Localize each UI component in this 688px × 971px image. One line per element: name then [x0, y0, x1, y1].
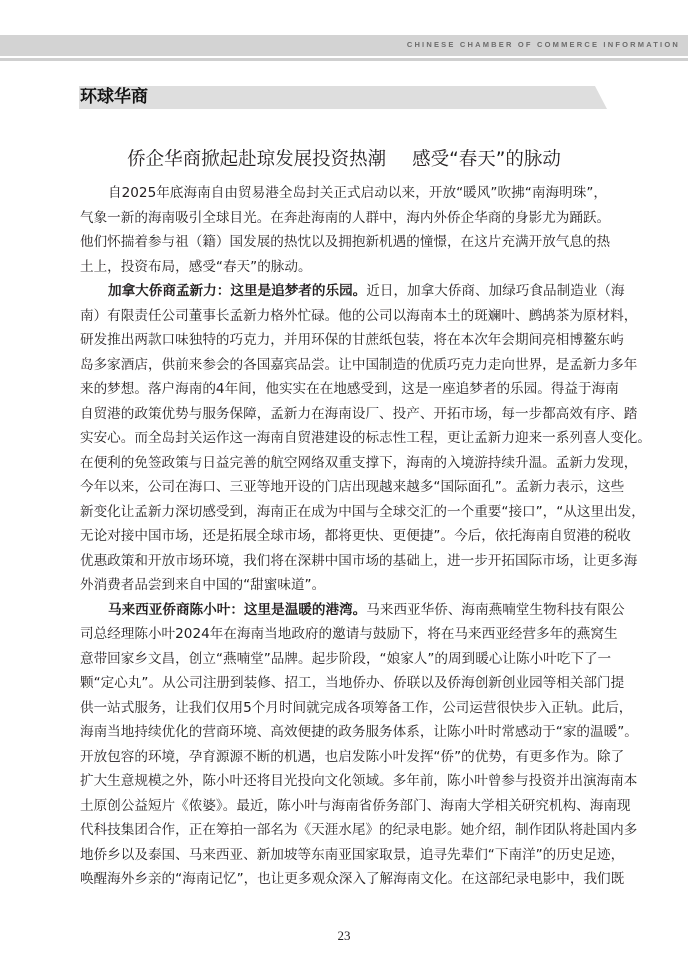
line-text: 外消费者品尝到来自中国的“甜蜜味道”。 — [80, 577, 326, 593]
text-line — [80, 279, 625, 304]
text-line — [80, 402, 638, 427]
line-text: 土原创公益短片《侬婆》。最近，陈小叶与海南省侨务部门、海南大学相关研究机构、海南现 — [80, 797, 631, 814]
line-text: 研发推出两款口味独特的巧克力，并用环保的甘蔗纸包装，将在本次年会期间亮相博鳌东屿 — [80, 332, 624, 348]
article-body — [80, 181, 651, 892]
line-text: 土上，投资布局，感受“春天”的脉动。 — [80, 258, 312, 275]
line-text: 南）有限责任公司董事长孟新力格外忙碌。他的公司以海南本土的斑斓叶、鹧鸪茶为原材料， — [80, 307, 638, 324]
text-line — [80, 573, 607, 598]
article-title — [0, 145, 688, 171]
line-text: 意带回家乡文昌，创立“燕喃堂”品牌。起步阶段，“娘家人”的周到暖心让陈小叶吃下了一 — [80, 650, 612, 667]
text-line — [80, 328, 624, 353]
line-text: 扩大生意规模之外，陈小叶还将目光投向文化领域。多年前，陈小叶曾参与投资并出演海南本 — [80, 773, 638, 789]
line-text: 气象一新的海南吸引全球目光。在奔赴海南的人群中，海内外侨企华商的身影尤为踊跃。 — [80, 209, 611, 226]
text-line — [80, 377, 619, 402]
line-text: 无论对接中国市场，还是拓展全球市场，都将更快、更便捷”。今后，依托海南自贸港的税收 — [80, 528, 631, 544]
text-line — [80, 696, 633, 721]
text-line — [80, 230, 611, 255]
line-text: 地侨乡以及泰国、马来西亚、新加坡等东南亚国家取景，追寻先辈们“下南洋”的历史足迹， — [80, 846, 625, 863]
line-text: 自2025年底海南自由贸易港全岛封关正式启动以来，开放“暖风”吹拂“南海明珠”， — [108, 185, 607, 201]
line-text: 颗“定心丸”。从公司注册到装修、招工，当地侨办、侨联以及侨海创新创业园等相关部门提 — [80, 675, 625, 691]
text-line — [80, 549, 638, 574]
text-line — [80, 353, 638, 378]
paragraph-chen-xiaoye — [80, 598, 638, 892]
text-line — [80, 769, 638, 794]
line-text: 他们怀揣着参与祖（籍）国发展的热忱以及拥抱新机遇的憧憬，在这片充满开放气息的热 — [80, 234, 611, 250]
text-line — [80, 598, 625, 623]
paragraph-lead: 加拿大侨商孟新力：这里是追梦者的乐园。 — [108, 283, 367, 299]
text-line — [80, 843, 625, 868]
text-line — [80, 475, 625, 500]
line-text: 来的梦想。落户海南的4年间，他实实在在地感受到，这是一座追梦者的乐园。得益于海南 — [80, 381, 619, 397]
line-text: 在便利的免签政策与日益完善的航空网络双重支撑下，海南的入境游持续升温。孟新力发现， — [80, 454, 638, 471]
text-line — [80, 622, 618, 647]
paragraph-meng-xinli — [80, 279, 651, 598]
section-title: 环球华商 — [80, 87, 148, 107]
line-text: 今年以来，公司在海口、三亚等地开设的门店出现越来越多“国际面孔”。孟新力表示，这些 — [80, 479, 625, 495]
text-line — [80, 745, 625, 770]
line-text: 供一站式服务，让我们仅用5个月时间就完成各项筹备工作，公司运营很快步入正轨。此后， — [80, 699, 633, 716]
text-line — [80, 451, 638, 476]
text-line — [80, 255, 607, 280]
line-text: 代科技集团合作，正在筹拍一部名为《天涯水尾》的纪录电影。她介绍，制作团队将赴国内多 — [80, 822, 638, 838]
text-line — [80, 304, 638, 329]
text-line — [80, 206, 611, 231]
page-number: 23 — [337, 928, 351, 943]
line-text: 开放包容的环境，孕育源源不断的机遇，也启发陈小叶发挥“侨”的优势，有更多作为。除了 — [80, 748, 625, 765]
text-line — [80, 794, 631, 819]
text-line — [80, 524, 631, 549]
text-line — [80, 720, 638, 745]
text-line — [80, 426, 651, 451]
text-line — [80, 500, 645, 525]
line-text: 新变化让孟新力深切感受到，海南正在成为中国与全球交汇的一个重要“接口”，“从这里出发， — [80, 503, 645, 520]
line-text: 近日，加拿大侨商、加绿巧食品制造业（海 — [366, 283, 625, 299]
line-text: 岛多家酒店，供前来参会的各国嘉宾品尝。让中国制造的优质巧克力走向世界，是孟新力多年 — [80, 356, 638, 373]
paragraph-lead: 马来西亚侨商陈小叶：这里是温暖的港湾。 — [108, 601, 367, 618]
paragraph-intro — [80, 181, 611, 279]
line-text: 马来西亚华侨、海南燕喃堂生物科技有限公 — [366, 601, 625, 618]
text-line — [80, 181, 607, 206]
section-heading-bar — [79, 86, 607, 109]
article-title-main: 侨企华商掀起赴琼发展投资热潮 — [127, 149, 387, 170]
text-line — [80, 671, 625, 696]
line-text: 海南当地持续优化的营商环境、高效便捷的政务服务体系，让陈小叶时常感动于“家的温暖”。 — [80, 724, 638, 740]
text-line — [80, 647, 612, 672]
text-line — [80, 867, 625, 892]
article-title-sub: 感受“春天”的脉动 — [412, 149, 561, 170]
header-divider — [0, 58, 688, 61]
running-header: CHINESE CHAMBER OF COMMERCE INFORMATION — [406, 40, 680, 49]
line-text: 优惠政策和开放市场环境，我们将在深耕中国市场的基础上，进一步开拓国际市场，让更多海 — [80, 552, 638, 569]
line-text: 实安心。而全岛封关运作这一海南自贸港建设的标志性工程，更让孟新力迎来一系列喜人变化。 — [80, 430, 651, 446]
line-text: 唤醒海外乡亲的“海南记忆”，也让更多观众深入了解海南文化。在这部纪录电影中，我们既 — [80, 871, 625, 887]
text-line — [80, 818, 638, 843]
line-text: 司总经理陈小叶2024年在海南当地政府的邀请与鼓励下，将在马来西亚经营多年的燕窝生 — [80, 626, 618, 642]
line-text: 自贸港的政策优势与服务保障，孟新力在海南设厂、投产、开拓市场，每一步都高效有序、踏 — [80, 405, 638, 422]
